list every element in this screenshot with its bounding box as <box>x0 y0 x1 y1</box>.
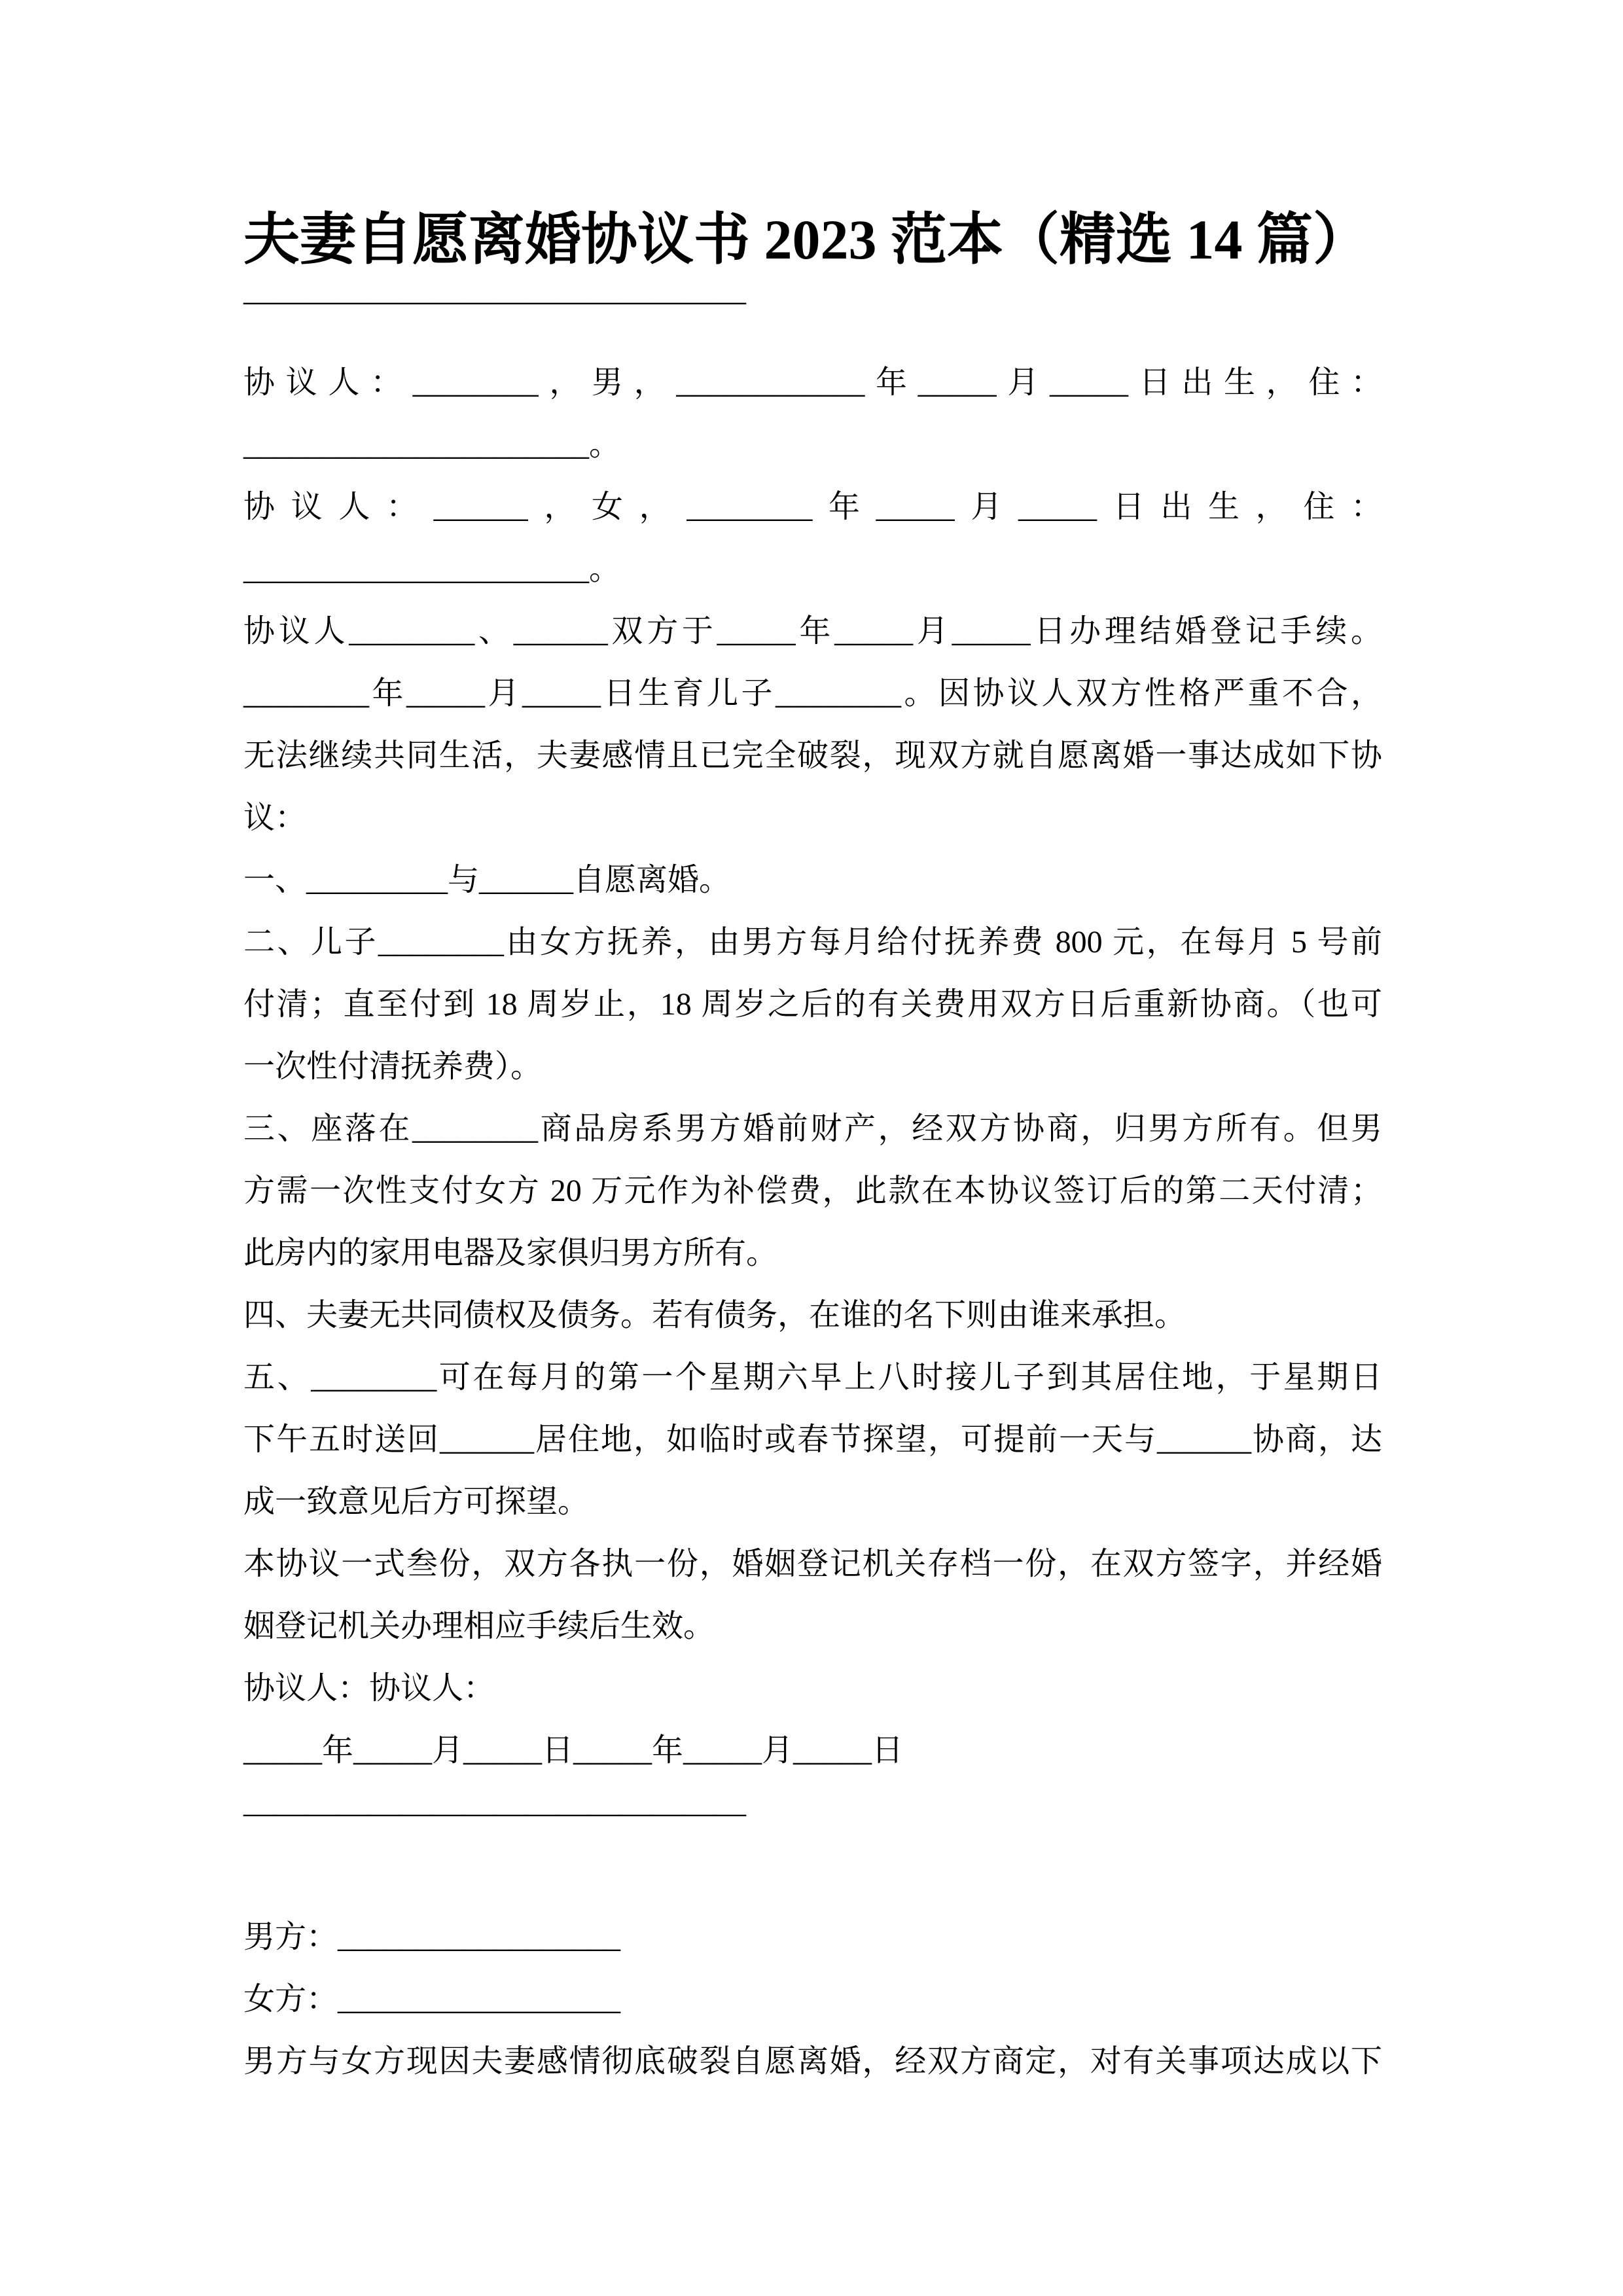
document-body <box>243 0 1382 2092</box>
party-a-address-line: ______________________。 <box>243 427 621 462</box>
effectiveness-line-2: 姻登记机关办理相应手续后生效。 <box>243 1609 715 1643</box>
husband-signature-line: 男方：__________________ <box>243 1920 621 1954</box>
clause-2-line-2: 付清；直至付到 18 周岁止，18 周岁之后的有关费用双方日后重新协商。（也可 <box>243 987 1382 1022</box>
clause-5-line-3: 成一致意见后方可探望。 <box>243 1484 590 1519</box>
divorce-reason-cont-line: 议： <box>243 800 307 835</box>
clause-3-line-2: 方需一次性支付女方 20 万元作为补偿费，此款在本协议签订后的第二天付清； <box>243 1174 1382 1208</box>
party-b-address-line: ______________________。 <box>243 552 621 586</box>
clause-2-line-1: 二、儿子________由女方抚养，由男方每月给付抚养费 800 元，在每月 5 号前 <box>243 925 1382 960</box>
date-line: _____年_____月_____日_____年_____月_____日 <box>243 1733 904 1768</box>
clause-1-line: 一、_________与______自愿离婚。 <box>243 863 731 897</box>
party-b-line: 协议人：______，女，________年_____月_____日出生，住： <box>243 490 1382 524</box>
marriage-registration-line: 协议人________、______双方于_____年_____月_____日办理结婚登记手续。 <box>243 614 1382 649</box>
wife-signature-line: 女方：__________________ <box>243 1982 621 2017</box>
second-template-intro-line: 男方与女方现因夫妻感情彻底破裂自愿离婚，经双方商定，对有关事项达成以下 <box>243 2044 1382 2079</box>
clause-3-line-1: 三、座落在________商品房系男方婚前财产，经双方协商，归男方所有。但男 <box>243 1111 1382 1146</box>
separator-dashes: ———————————————— <box>243 1795 746 1830</box>
clause-5-line-2: 下午五时送回______居住地，如临时或春节探望，可提前一天与______协商，达 <box>243 1422 1382 1457</box>
clause-4-line: 四、夫妻无共同债权及债务。若有债务，在谁的名下则由谁来承担。 <box>243 1298 1186 1333</box>
clause-3-line-3: 此房内的家用电器及家俱归男方所有。 <box>243 1236 778 1270</box>
divorce-reason-line: 无法继续共同生活，夫妻感情且已完全破裂，现双方就自愿离婚一事达成如下协 <box>243 738 1382 773</box>
title-underline: ———————————————— <box>243 283 746 318</box>
clause-2-line-3: 一次性付清抚养费）。 <box>243 1049 543 1084</box>
clause-5-line-1: 五、________可在每月的第一个星期六早上八时接儿子到其居住地，于星期日 <box>243 1360 1382 1395</box>
effectiveness-line-1: 本协议一式叁份，双方各执一份，婚姻登记机关存档一份，在双方签字，并经婚 <box>243 1547 1382 1581</box>
document-title: 夫妻自愿离婚协议书 2023 范本（精选 14 篇） <box>243 208 1369 271</box>
child-birth-line: ________年_____月_____日生育儿子________。因协议人双方性格严重不合， <box>243 676 1382 711</box>
blank-line <box>243 1844 1382 1906</box>
signers-label-line: 协议人：协议人： <box>243 1671 495 1706</box>
party-a-line: 协议人：________，男，____________年_____月_____日出生，住： <box>243 365 1382 400</box>
